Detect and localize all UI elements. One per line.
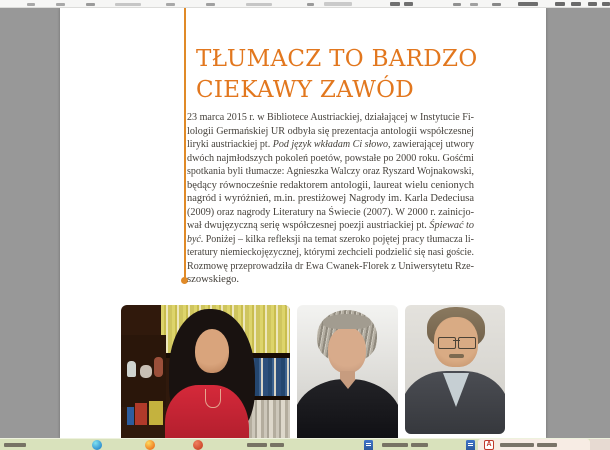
glasses-right-lens [458,337,476,349]
text-line [187,165,474,179]
toolbar-icon-fragment[interactable] [602,2,610,6]
toolbar-icon-fragment[interactable] [324,2,352,6]
toolbar-icon-fragment[interactable] [307,3,314,6]
text-segment-italic: być [187,233,201,245]
taskbar-label-text-fragment [500,443,534,447]
text-segment: wał dwujęzyczną serię współczesnej poezji austriackiej pt. [187,220,430,231]
text-segment: 23 marca 2015 r. w Bibliotece Austriackiej, działającej w Instytucie Fi- [187,112,474,123]
pdf-toolbar [0,0,610,8]
text-segment: liryki austriackiej pt. [187,139,273,150]
text-segment: . Poniżej – kilka refleksji na temat szeroko pojętej pracy tłumacza li- [200,233,474,245]
toolbar-icon-fragment[interactable] [588,2,597,6]
toolbar-icon-fragment[interactable] [390,2,400,6]
text-segment: szowskiego. [187,274,240,285]
text-line [187,179,474,193]
text-segment: lologii Germańskiej UR odbyła się prezentacja antologii współczesnej [187,125,474,137]
toolbar-icon-fragment[interactable] [56,3,65,6]
blue-book [127,407,134,425]
text-line [187,111,474,125]
toolbar-icon-fragment[interactable] [453,3,461,6]
text-segment: , zawierającej utwory [388,139,474,150]
figurine [140,365,152,378]
woman-face [328,327,366,373]
text-line [187,125,474,139]
toolbar-icon-fragment[interactable] [206,3,215,6]
article-title [196,44,477,106]
toolbar-icon-fragment[interactable] [555,2,565,6]
text-segment: nagród i wyróżnień, m.in. prestiżowej Nagrody im. Karla Dedeciusa [187,193,474,204]
red-browser-icon[interactable] [193,440,203,450]
word-document-icon[interactable] [466,440,475,450]
necklace [205,389,221,408]
orange-browser-icon[interactable] [145,440,155,450]
text-line [187,273,239,287]
taskbar-label-text-fragment [382,443,408,447]
toolbar-icon-fragment[interactable] [27,3,35,6]
woman-face [195,329,229,373]
toolbar-icon-fragment[interactable] [492,3,501,6]
article-title-line2: CIEKAWY ZAWÓD [196,77,415,103]
text-segment-italic: Śpiewać to [429,220,474,231]
text-line [187,260,474,274]
document-page [60,8,546,438]
text-line [187,138,474,152]
teal-browser-icon[interactable] [92,440,102,450]
text-line [187,246,474,260]
yellow-book [149,401,163,425]
article-title-line1: TŁUMACZ TO BARDZO [196,46,478,72]
red-book [135,403,147,425]
taskbar-label-text-fragment [247,443,267,447]
figurine [127,361,136,377]
toolbar-icon-fragment[interactable] [166,3,175,6]
text-segment: dwóch najmłodszych pokoleń poetów, powstałe po 2000 roku. Gośćmi [187,152,474,164]
text-line [187,206,474,220]
taskbar-label-text-fragment [537,443,557,447]
hair-fringe [323,314,371,329]
taskbar-right-zone [590,439,610,450]
toolbar-icon-fragment[interactable] [404,2,413,6]
toolbar-icon-fragment[interactable] [470,3,478,6]
taskbar-label-text-fragment [270,443,284,447]
toolbar-icon-fragment[interactable] [518,2,538,6]
text-segment: Rozmowę przeprowadziła dr Ewa Cwanek-Florek z Uniwersytetu Rze- [187,260,474,272]
toolbar-icon-fragment[interactable] [571,2,581,6]
toolbar-icon-fragment[interactable] [246,3,272,6]
text-line [187,219,474,233]
text-segment: spotkania byli tłumacze: Agnieszka Walczy oraz Ryszard Wojnakowski, [187,166,474,177]
text-line [187,233,474,247]
text-segment-italic: Pod język wkładam Ci słowo [272,139,389,150]
taskbar-label-text-fragment [411,443,428,447]
photo-man-glasses [405,305,505,434]
toolbar-icon-fragment[interactable] [86,3,95,6]
toolbar-icon-fragment[interactable] [115,3,141,6]
accent-rule [184,8,186,280]
word-document-icon[interactable] [364,440,373,450]
mustache [449,354,464,358]
photo-woman-red-top [121,305,290,438]
text-segment: (2009) oraz nagrody Literatury na Świecie (2007). W 2000 r. zainicjo- [187,206,474,218]
document-canvas [0,8,610,438]
photo-woman-gray-hair [297,305,398,438]
adobe-reader-icon[interactable]: A [484,440,494,450]
glasses-bridge [453,340,460,341]
taskbar-label-text-fragment [4,443,26,447]
text-line [187,192,474,206]
text-line [187,152,474,166]
taskbar[interactable] [0,438,610,450]
text-segment: teratury niemieckojęzycznej, którymi zechcieli podzielić się nasi goście. [187,247,474,258]
active-pdf-task[interactable] [478,439,590,450]
figurine [154,357,163,377]
article-body [187,111,474,287]
text-segment: będący równocześnie redaktorem antologii, laureat wielu cenionych [187,179,474,191]
glasses-left-lens [438,337,456,349]
